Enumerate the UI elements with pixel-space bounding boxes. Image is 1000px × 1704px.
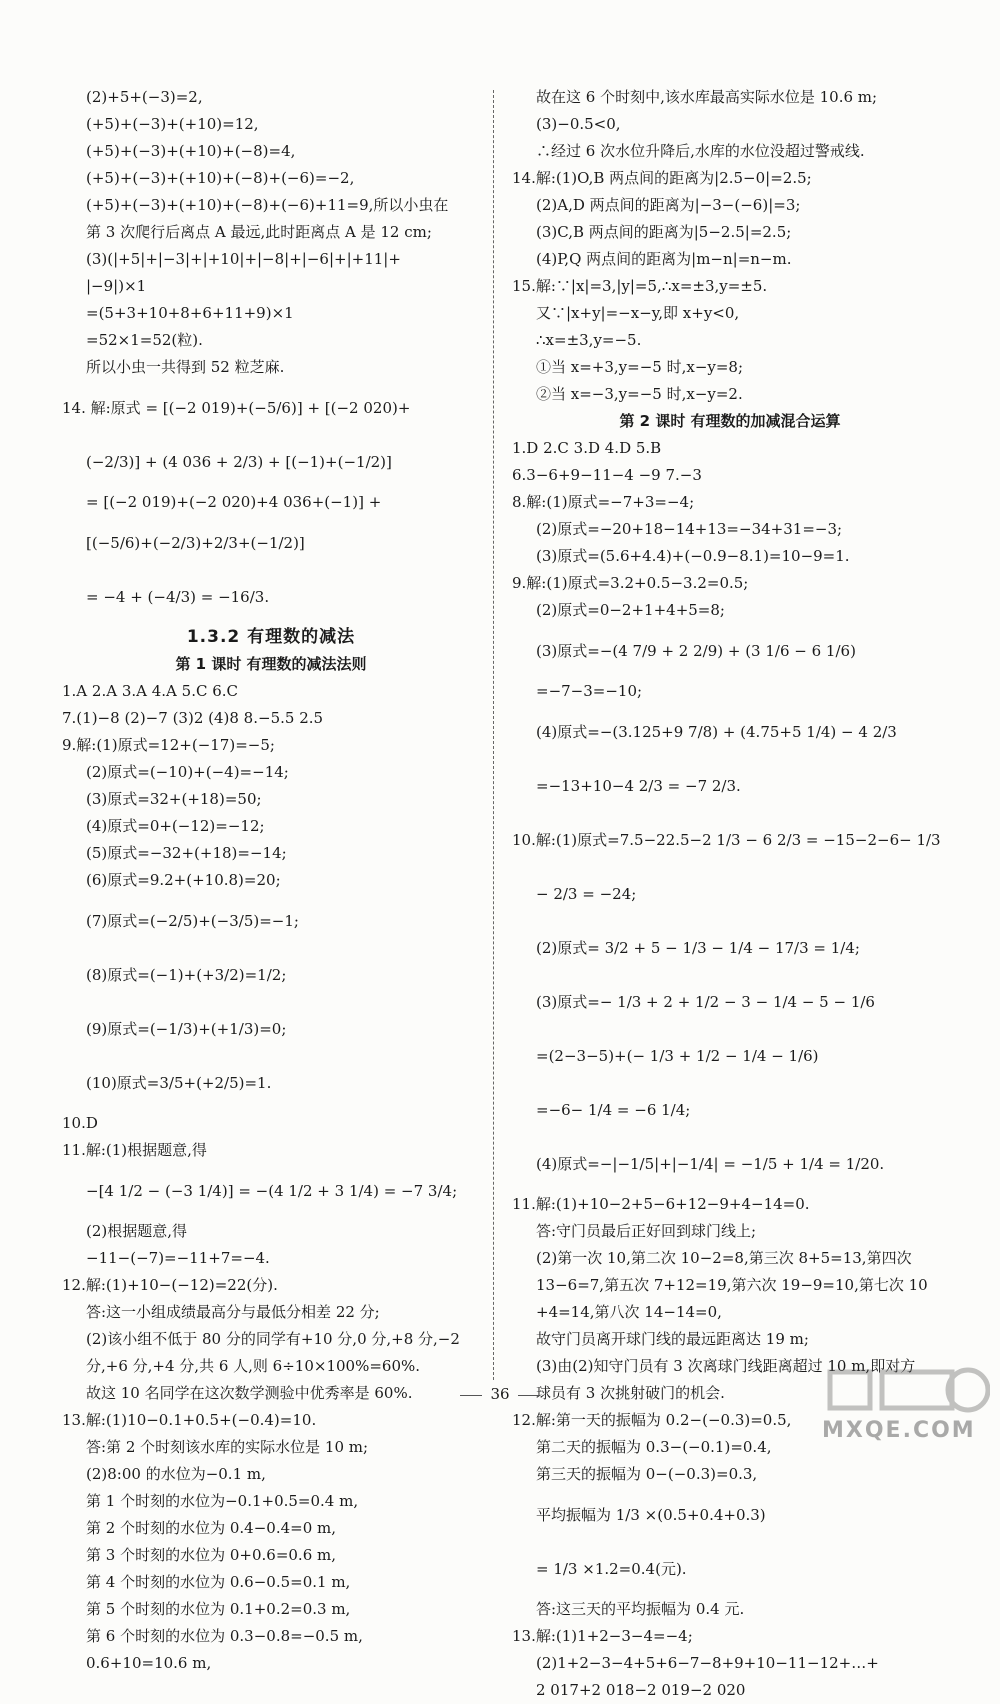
text-line: (4)P,Q 两点间的距离为|m−n|=n−m. bbox=[536, 250, 792, 268]
text-line: (+5)+(−3)+(+10)+(−8)+(−6)=−2, bbox=[86, 169, 355, 187]
text-line: =−6− 1/4 = −6 1/4; bbox=[536, 1101, 691, 1119]
text-line: (4)原式=−|−1/5|+|−1/4| = −1/5 + 1/4 = 1/20. bbox=[536, 1155, 885, 1173]
text-line: 11.解:(1)+10−2+5−6+12−9+4−14=0. bbox=[512, 1195, 810, 1213]
right-column bbox=[512, 84, 948, 1704]
text-line: 球员有 3 次挑射破门的机会. bbox=[536, 1384, 725, 1402]
text-line: 11.解:(1)根据题意,得 bbox=[62, 1141, 207, 1159]
text-line: 所以小虫一共得到 52 粒芝麻. bbox=[86, 358, 285, 376]
section-heading: 第 1 课时 有理数的减法法则 bbox=[175, 655, 367, 673]
text-line: (−2/3)] + (4 036 + 2/3) + [(−1)+(−1/2)] bbox=[86, 453, 392, 471]
text-line: ①当 x=+3,y=−5 时,x−y=8; bbox=[536, 358, 744, 376]
text-line: 14. 解:原式 = [(−2 019)+(−5/6)] + [(−2 020)+ bbox=[62, 399, 411, 417]
text-line: −11−(−7)=−11+7=−4. bbox=[86, 1249, 270, 1267]
text-line: (+5)+(−3)+(+10)=12, bbox=[86, 115, 259, 133]
text-line: 9.解:(1)原式=3.2+0.5−3.2=0.5; bbox=[512, 574, 749, 592]
text-line: 故在这 6 个时刻中,该水库最高实际水位是 10.6 m; bbox=[536, 88, 878, 106]
text-line: ②当 x=−3,y=−5 时,x−y=2. bbox=[536, 385, 743, 403]
text-line: (3)C,B 两点间的距离为|5−2.5|=2.5; bbox=[536, 223, 792, 241]
text-line: (7)原式=(−2/5)+(−3/5)=−1; bbox=[86, 912, 299, 930]
text-line: (10)原式=3/5+(+2/5)=1. bbox=[86, 1074, 272, 1092]
text-line: 2 017+2 018−2 019−2 020 bbox=[536, 1681, 746, 1699]
text-line: 10.解:(1)原式=7.5−22.5−2 1/3 − 6 2/3 = −15−2−6− 1/3 bbox=[512, 831, 941, 849]
column-divider bbox=[493, 90, 494, 1380]
section-heading: 第 2 课时 有理数的加减混合运算 bbox=[619, 412, 841, 430]
text-line: (8)原式=(−1)+(+3/2)=1/2; bbox=[86, 966, 287, 984]
text-line: ∴x=±3,y=−5. bbox=[536, 331, 642, 349]
text-line: (3)原式=(5.6+4.4)+(−0.9−8.1)=10−9=1. bbox=[536, 547, 850, 565]
text-line: 12.解:第一天的振幅为 0.2−(−0.3)=0.5, bbox=[512, 1411, 792, 1429]
text-line: (2)+5+(−3)=2, bbox=[86, 88, 203, 106]
text-line: (6)原式=9.2+(+10.8)=20; bbox=[86, 871, 281, 889]
text-line: (2)8:00 的水位为−0.1 m, bbox=[86, 1465, 266, 1483]
text-line: (2)根据题意,得 bbox=[86, 1222, 188, 1240]
text-line: = −4 + (−4/3) = −16/3. bbox=[86, 588, 270, 606]
text-line: 13.解:(1)10−0.1+0.5+(−0.4)=10. bbox=[62, 1411, 317, 1429]
text-line: 13.解:(1)1+2−3−4=−4; bbox=[512, 1627, 693, 1645]
text-line: − 2/3 = −24; bbox=[536, 885, 637, 903]
text-line: 15.解:∵|x|=3,|y|=5,∴x=±3,y=±5. bbox=[512, 277, 768, 295]
text-line: =−7−3=−10; bbox=[536, 682, 643, 700]
text-line: (5)原式=−32+(+18)=−14; bbox=[86, 844, 287, 862]
text-line: 第 2 个时刻的水位为 0.4−0.4=0 m, bbox=[86, 1519, 336, 1537]
text-line: 第 4 个时刻的水位为 0.6−0.5=0.1 m, bbox=[86, 1573, 351, 1591]
text-line: 答:这一小组成绩最高分与最低分相差 22 分; bbox=[86, 1303, 380, 1321]
text-line: (2)A,D 两点间的距离为|−3−(−6)|=3; bbox=[536, 196, 801, 214]
text-line: (2)原式=−20+18−14+13=−34+31=−3; bbox=[536, 520, 843, 538]
text-line: (4)原式=0+(−12)=−12; bbox=[86, 817, 265, 835]
page-number: 36 bbox=[430, 1385, 570, 1403]
text-line: +4=14,第八次 14−14=0, bbox=[536, 1303, 722, 1321]
text-line: = [(−2 019)+(−2 020)+4 036+(−1)] + bbox=[86, 493, 382, 511]
text-line: (3)原式=32+(+18)=50; bbox=[86, 790, 262, 808]
text-line: (2)该小组不低于 80 分的同学有+10 分,0 分,+8 分,−2 bbox=[86, 1330, 460, 1348]
text-line: −[4 1/2 − (−3 1/4)] = −(4 1/2 + 3 1/4) = −7 3/4; bbox=[86, 1182, 458, 1200]
text-line: 第 6 个时刻的水位为 0.3−0.8=−0.5 m, bbox=[86, 1627, 363, 1645]
text-line: = 1/3 ×1.2=0.4(元). bbox=[536, 1560, 687, 1578]
text-line: 答:守门员最后正好回到球门线上; bbox=[536, 1222, 757, 1240]
left-column bbox=[62, 84, 480, 1677]
text-line: =−13+10−4 2/3 = −7 2/3. bbox=[536, 777, 741, 795]
text-line: 第 5 个时刻的水位为 0.1+0.2=0.3 m, bbox=[86, 1600, 351, 1618]
text-line: 8.解:(1)原式=−7+3=−4; bbox=[512, 493, 695, 511]
text-line: [(−5/6)+(−2/3)+2/3+(−1/2)] bbox=[86, 534, 305, 552]
text-line: =52×1=52(粒). bbox=[86, 331, 203, 349]
text-line: (2)原式= 3/2 + 5 − 1/3 − 1/4 − 17/3 = 1/4; bbox=[536, 939, 860, 957]
text-line: (3)−0.5<0, bbox=[536, 115, 621, 133]
text-line: (2)原式=0−2+1+4+5=8; bbox=[536, 601, 725, 619]
text-line: 7.(1)−8 (2)−7 (3)2 (4)8 8.−5.5 2.5 bbox=[62, 709, 324, 727]
text-line: 平均振幅为 1/3 ×(0.5+0.4+0.3) bbox=[536, 1506, 766, 1524]
text-line: (3)原式=− 1/3 + 2 + 1/2 − 3 − 1/4 − 5 − 1/6 bbox=[536, 993, 875, 1011]
text-line: (+5)+(−3)+(+10)+(−8)=4, bbox=[86, 142, 296, 160]
text-line: 分,+6 分,+4 分,共 6 人,则 6÷10×100%=60%. bbox=[86, 1357, 421, 1375]
text-line: (4)原式=−(3.125+9 7/8) + (4.75+5 1/4) − 4 2/3 bbox=[536, 723, 897, 741]
text-line: 10.D bbox=[62, 1114, 98, 1132]
text-line: 1.A 2.A 3.A 4.A 5.C 6.C bbox=[62, 682, 238, 700]
text-line: 6.3−6+9−11−4 −9 7.−3 bbox=[512, 466, 702, 484]
text-line: 第三天的振幅为 0−(−0.3)=0.3, bbox=[536, 1465, 758, 1483]
text-line: 0.6+10=10.6 m, bbox=[86, 1654, 212, 1672]
text-line: 13−6=7,第五次 7+12=19,第六次 19−9=10,第七次 10 bbox=[536, 1276, 928, 1294]
text-line: =(5+3+10+8+6+11+9)×1 bbox=[86, 304, 294, 322]
text-line: 答:第 2 个时刻该水库的实际水位是 10 m; bbox=[86, 1438, 369, 1456]
text-line: (2)第一次 10,第二次 10−2=8,第三次 8+5=13,第四次 bbox=[536, 1249, 912, 1267]
text-line: 14.解:(1)O,B 两点间的距离为|2.5−0|=2.5; bbox=[512, 169, 812, 187]
text-line: 第 3 个时刻的水位为 0+0.6=0.6 m, bbox=[86, 1546, 336, 1564]
text-line: (2)1+2−3−4+5+6−7−8+9+10−11−12+…+ bbox=[536, 1654, 879, 1672]
text-line: 故守门员离开球门线的最远距离达 19 m; bbox=[536, 1330, 809, 1348]
watermark-text: MXQE.COM bbox=[822, 1418, 976, 1443]
text-line: (3)(|+5|+|−3|+|+10|+|−8|+|−6|+|+11|+ bbox=[86, 250, 401, 268]
text-line: (+5)+(−3)+(+10)+(−8)+(−6)+11=9,所以小虫在 bbox=[86, 196, 449, 214]
text-line: 第 1 个时刻的水位为−0.1+0.5=0.4 m, bbox=[86, 1492, 359, 1510]
text-line: 9.解:(1)原式=12+(−17)=−5; bbox=[62, 736, 275, 754]
text-line: (9)原式=(−1/3)+(+1/3)=0; bbox=[86, 1020, 287, 1038]
section-heading: 1.3.2 有理数的减法 bbox=[186, 627, 356, 647]
text-line: 第二天的振幅为 0.3−(−0.1)=0.4, bbox=[536, 1438, 772, 1456]
text-line: =(2−3−5)+(− 1/3 + 1/2 − 1/4 − 1/6) bbox=[536, 1047, 819, 1065]
text-line: 故这 10 名同学在这次数学测验中优秀率是 60%. bbox=[86, 1384, 413, 1402]
text-line: ∴经过 6 次水位升降后,水库的水位没超过警戒线. bbox=[536, 142, 865, 160]
text-line: (3)由(2)知守门员有 3 次离球门线距离超过 10 m,即对方 bbox=[536, 1357, 916, 1375]
text-line: 第 3 次爬行后离点 A 最远,此时距离点 A 是 12 cm; bbox=[86, 223, 432, 241]
text-line: |−9|)×1 bbox=[86, 277, 147, 295]
text-line: 答:这三天的平均振幅为 0.4 元. bbox=[536, 1600, 745, 1618]
text-line: 又∵|x+y|=−x−y,即 x+y<0, bbox=[536, 304, 740, 322]
text-line: 1.D 2.C 3.D 4.D 5.B bbox=[512, 439, 662, 457]
text-line: (3)原式=−(4 7/9 + 2 2/9) + (3 1/6 − 6 1/6) bbox=[536, 642, 856, 660]
text-line: (2)原式=(−10)+(−4)=−14; bbox=[86, 763, 289, 781]
text-line: 12.解:(1)+10−(−12)=22(分). bbox=[62, 1276, 278, 1294]
